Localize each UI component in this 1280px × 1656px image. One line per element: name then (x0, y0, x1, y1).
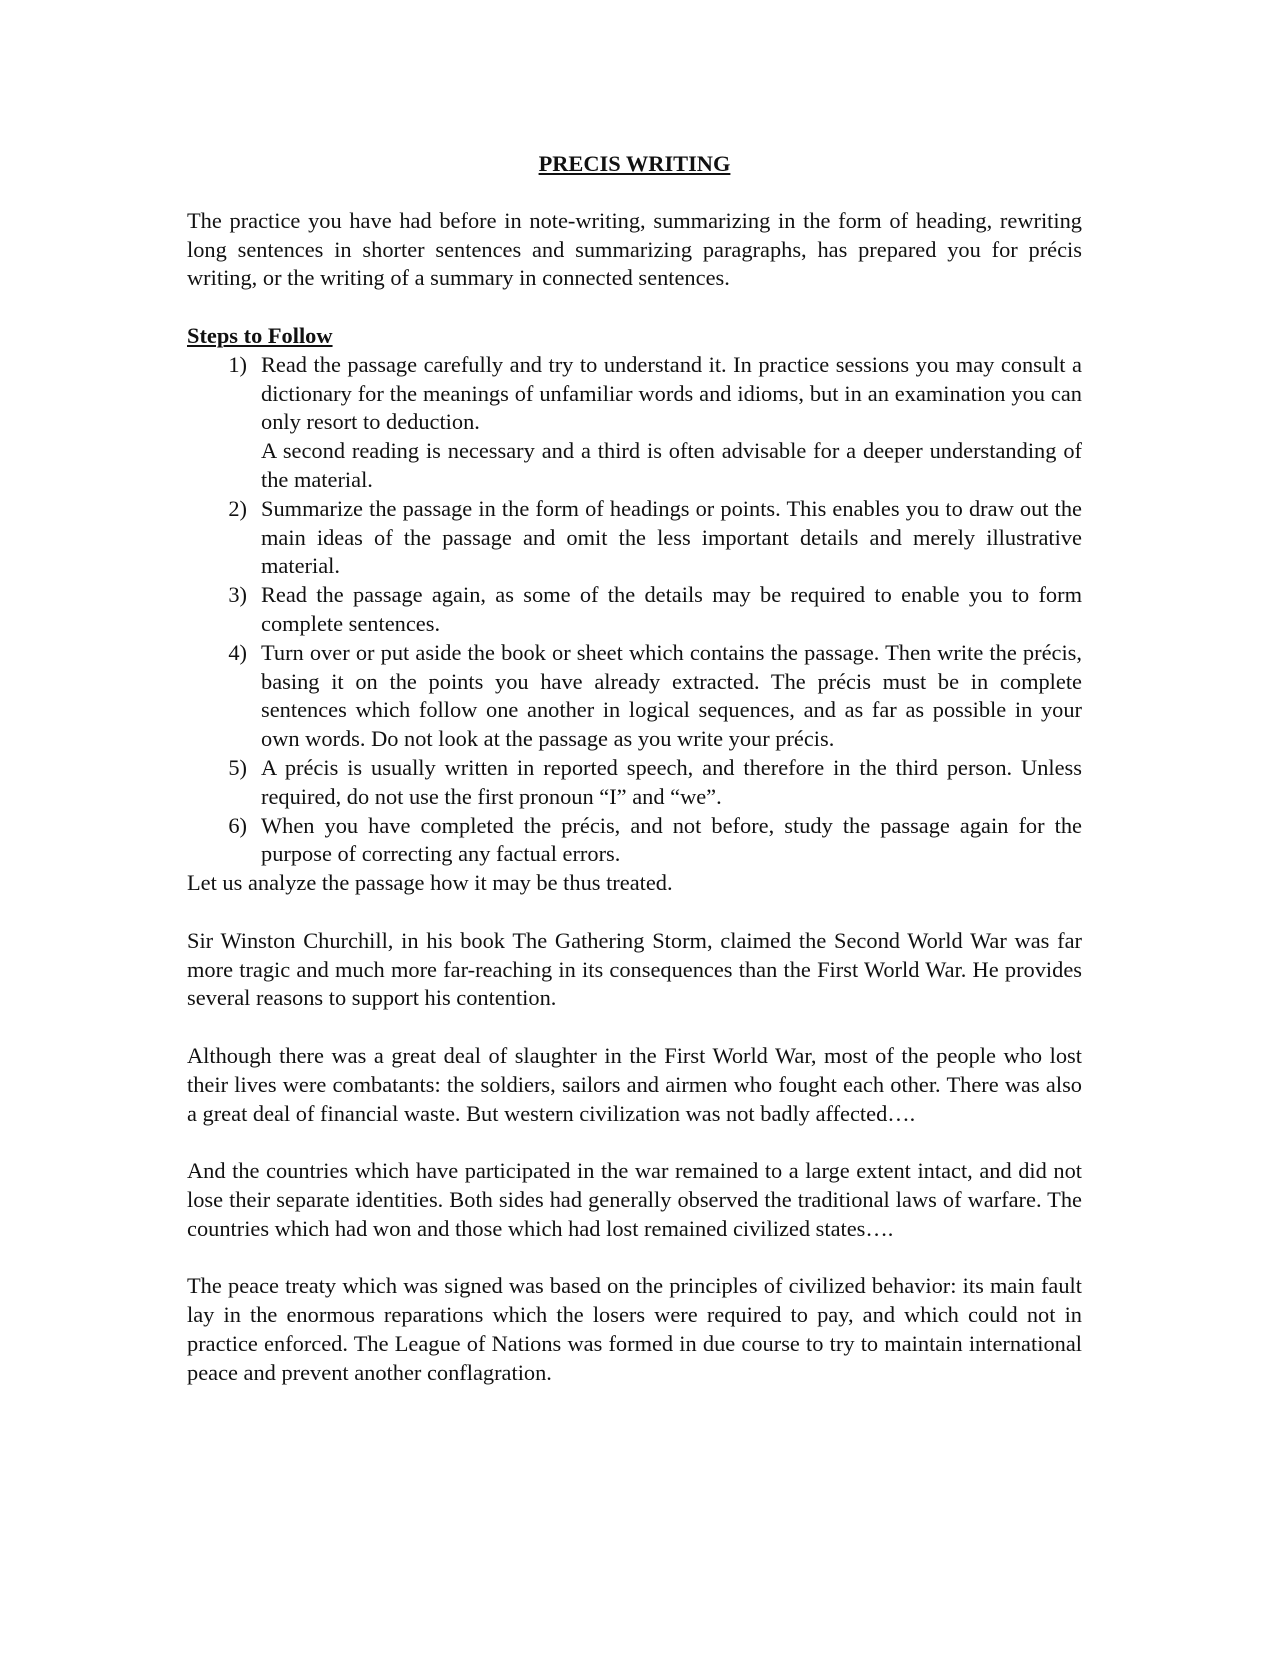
step-body (261, 639, 1082, 754)
step-item (187, 812, 1082, 870)
step-item (187, 754, 1082, 812)
step-number: 5) (228, 754, 247, 780)
step-item (187, 581, 1082, 639)
step-number: 2) (228, 495, 247, 521)
passage-paragraph: The peace treaty which was signed was based on the principles of civilized behavior: its main fault lay in the enormous reparations which the losers were required to pay, and which could not in practice enforced. The League of Nations was formed in due course to try to maintain international peace and prevent another conflagration. (187, 1273, 1082, 1385)
step-body (261, 581, 1082, 639)
step-body (261, 812, 1082, 870)
step-item (187, 639, 1082, 754)
step-text: When you have completed the précis, and not before, study the passage again for the purpose of correcting any factual errors. (261, 812, 1082, 867)
step-text: Read the passage carefully and try to understand it. In practice sessions you may consult a dictionary for the meanings of unfamiliar words and idioms, but in an examination you can only resort to deduction. (261, 351, 1082, 435)
step-body (261, 754, 1082, 812)
step-text: Read the passage again, as some of the details may be required to enable you to form complete sentences. (261, 582, 1082, 636)
steps-heading: Steps to Follow (187, 322, 333, 348)
step-number: 3) (228, 582, 247, 608)
page-title: PRECIS WRITING (538, 151, 731, 176)
passage-paragraph: Sir Winston Churchill, in his book The Gathering Storm, claimed the Second World War was far more tragic and much more far-reaching in its consequences than the First World War. He provides several reasons to support his contention. (187, 927, 1082, 1011)
step-text: Turn over or put aside the book or sheet which contains the passage. Then write the précis, basing it on the points you have already extracted. The précis must be in complete sentences which follow one another in logical sequences, and as far as possible in your own words. Do not look at the passage as you write your précis. (261, 639, 1082, 752)
step-text: Summarize the passage in the form of headings or points. This enables you to draw out the main ideas of the passage and omit the less important details and merely illustrative material. (261, 495, 1082, 579)
step-item (187, 495, 1082, 581)
passage-paragraph: Although there was a great deal of slaughter in the First World War, most of the people who lost their lives were combatants: the soldiers, sailors and airmen who fought each other. There was also a great deal of financial waste. But western civilization was not badly affected…. (187, 1042, 1082, 1126)
step-body (261, 495, 1082, 581)
step-extra-text: A second reading is necessary and a third is often advisable for a deeper understanding of the material. (261, 438, 1082, 492)
step-number: 4) (228, 639, 247, 665)
intro-paragraph: The practice you have had before in note-writing, summarizing in the form of heading, rewriting long sentences in shorter sentences and summarizing paragraphs, has prepared you for précis writing, or the writing of a summary in connected sentences. (187, 207, 1082, 291)
steps-list (187, 351, 1082, 869)
passage-paragraph: And the countries which have participated in the war remained to a large extent intact, and did not lose their separate identities. Both sides had generally observed the traditional laws of warfare. The countries which had won and those which had lost remained civilized states…. (187, 1158, 1082, 1241)
step-number: 1) (228, 351, 247, 377)
step-body (261, 351, 1082, 495)
step-number: 6) (228, 812, 247, 838)
step-item (187, 351, 1082, 495)
step-text: A précis is usually written in reported speech, and therefore in the third person. Unless required, do not use the first pronoun “I” and “we”. (261, 754, 1082, 809)
analyze-line: Let us analyze the passage how it may be thus treated. (187, 870, 673, 896)
document-body (187, 150, 1082, 1387)
